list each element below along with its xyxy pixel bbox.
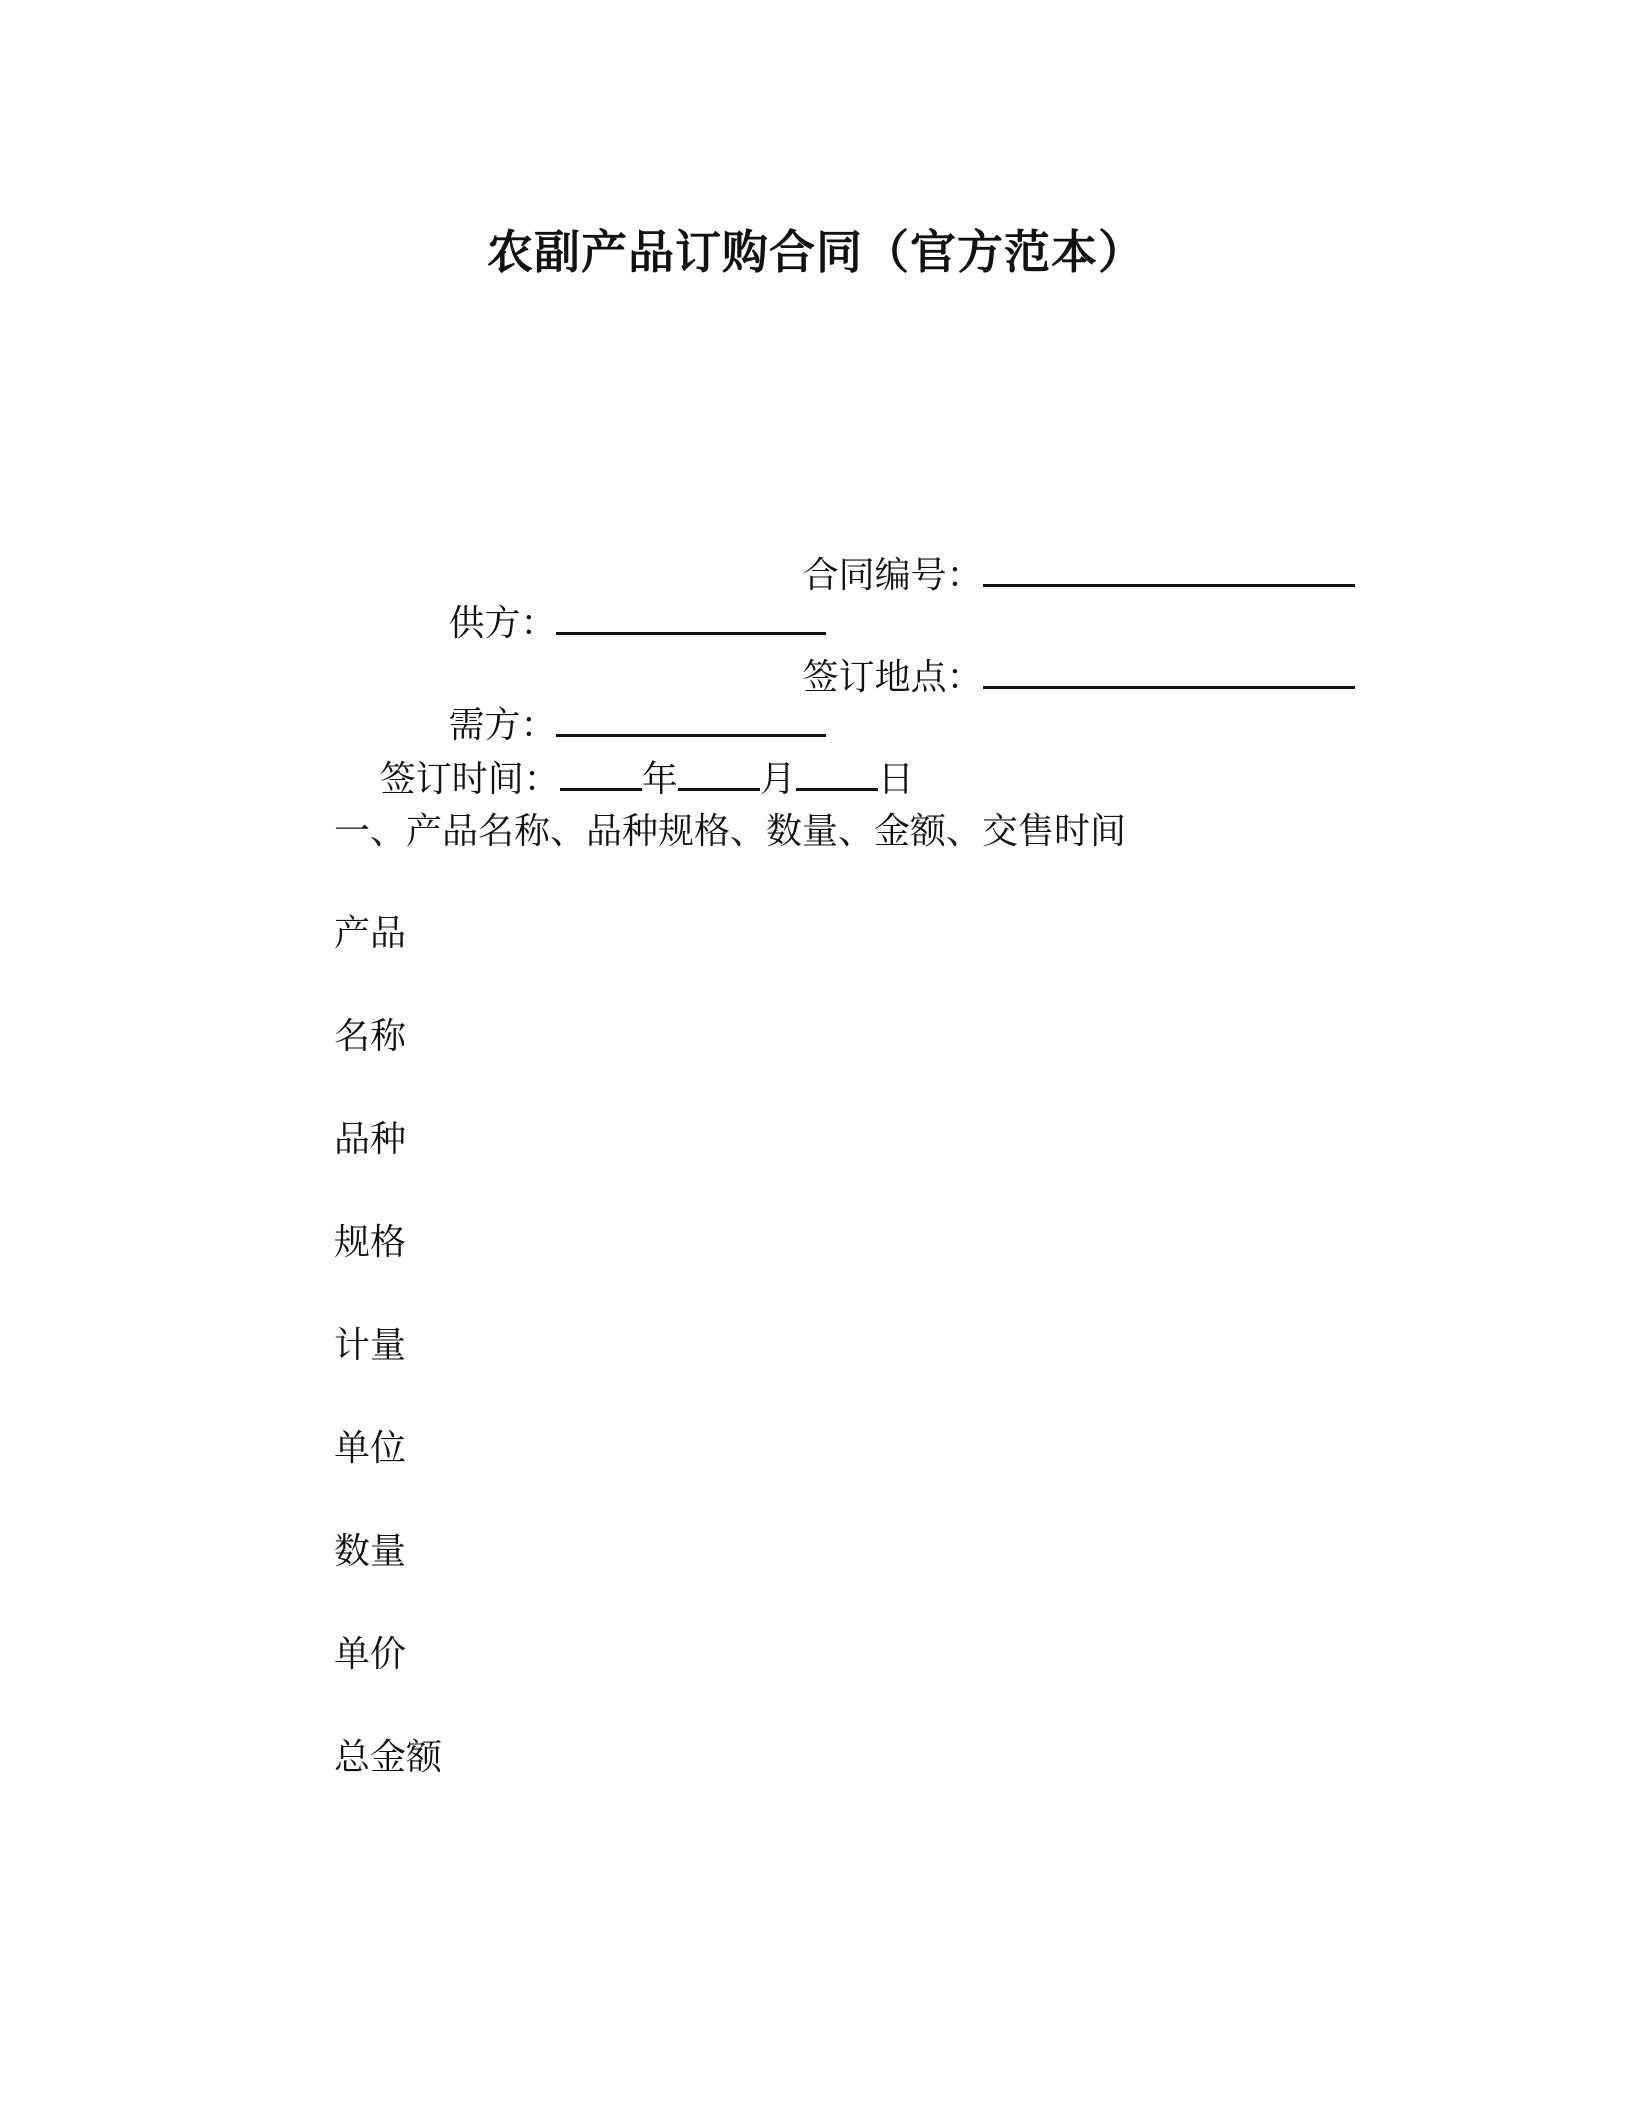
section-item: 计量 [334,1325,407,1366]
section-item: 规格 [334,1222,407,1263]
year-label: 年 [641,759,678,800]
supplier-label: 供方： [448,603,557,644]
day-blank [796,754,878,791]
sign-place-blank [983,652,1355,689]
month-blank [678,754,760,791]
contract-no-label: 合同编号： [802,555,983,596]
section-item: 数量 [334,1531,407,1572]
section-item: 单价 [334,1634,407,1675]
section-item: 单位 [334,1428,407,1469]
section-item: 品种 [334,1119,407,1160]
sign-place-label: 签订地点： [802,657,983,698]
section-item: 名称 [334,1016,407,1057]
buyer-label: 需方： [448,705,557,746]
contract-no-blank [983,550,1355,587]
section-item: 总金额 [334,1737,443,1778]
month-label: 月 [759,759,796,800]
sign-time-label: 签订时间： [379,759,560,800]
document-title: 农副产品订购合同（官方范本） [487,225,1145,279]
section-item: 产品 [334,913,407,954]
year-blank [560,754,642,791]
day-label: 日 [877,759,914,800]
section-1-heading: 一、产品名称、品种规格、数量、金额、交售时间 [334,811,1127,852]
